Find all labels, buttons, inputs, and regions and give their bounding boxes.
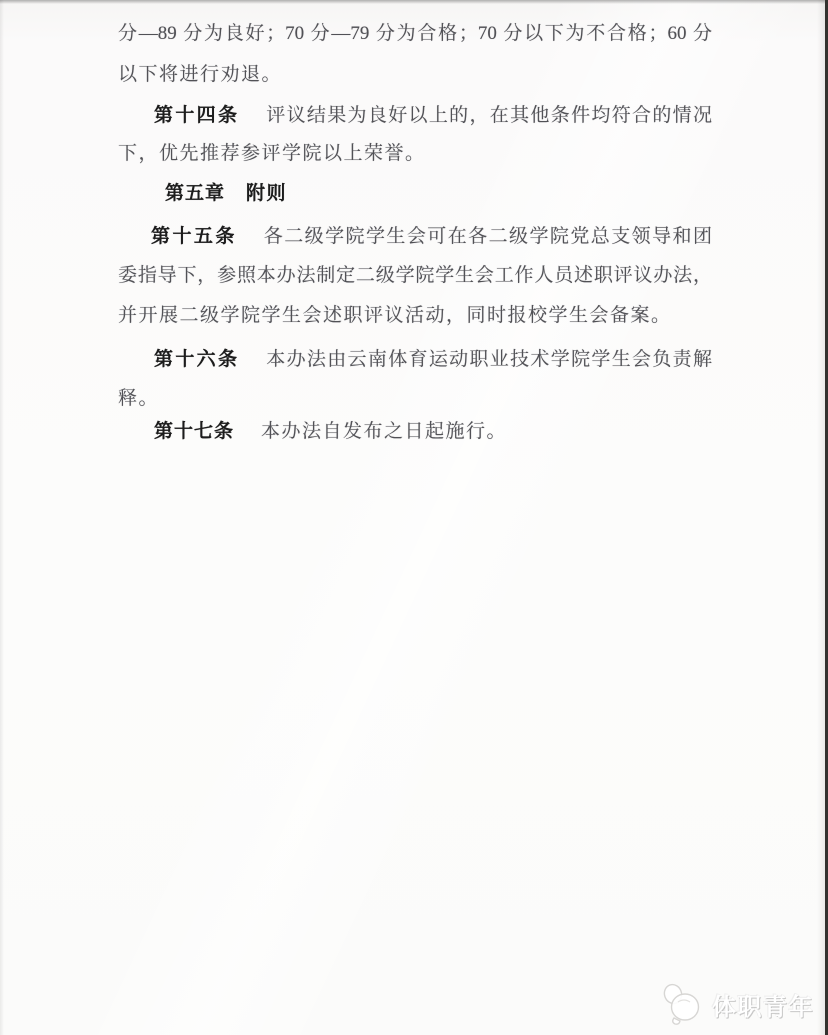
document-line xyxy=(154,346,712,373)
document-line-text: 本办法自发布之日起施行。 xyxy=(261,421,508,442)
document-line-text: 释。 xyxy=(118,388,160,409)
document-line-text: 附则 xyxy=(246,183,288,204)
mascot-logo-icon xyxy=(660,980,706,1028)
document-line-text: 下，优先推荐参评学院以上荣誉。 xyxy=(118,143,426,164)
document-line xyxy=(154,102,712,129)
document-line xyxy=(118,302,672,329)
photo-right-edge-shade xyxy=(817,0,825,1035)
document-line xyxy=(118,140,426,167)
document-line-text: 各二级学院学生会可在各二级学院党总支领导和团 xyxy=(263,226,712,247)
document-line xyxy=(165,180,287,207)
watermark-brand-name: 体职青年 xyxy=(712,993,814,1021)
watermark xyxy=(660,980,814,1028)
document-line-text: 评议结果为良好以上的，在其他条件均符合的情况 xyxy=(266,105,712,126)
document-line xyxy=(118,20,712,47)
document-line xyxy=(118,61,282,88)
photo-left-edge-shade xyxy=(0,0,4,1035)
document-line xyxy=(118,385,159,412)
photo-top-edge-shade xyxy=(0,0,828,4)
document-line-article-number: 第十六条 xyxy=(154,349,240,370)
document-line-article-number: 第十五条 xyxy=(151,226,237,247)
document-line-text: 以下将进行劝退。 xyxy=(118,64,283,85)
document-line-article-number: 第十四条 xyxy=(154,105,240,126)
document-line-article-number: 第十七条 xyxy=(154,421,235,442)
document-line-text: 委指导下，参照本办法制定二级学院学生会工作人员述职评议办法， xyxy=(118,265,712,286)
document-line-text: 本办法由云南体育运动职业技术学院学生会负责解 xyxy=(266,349,712,370)
document-line-text: 并开展二级学院学生会述职评议活动，同时报校学生会备案。 xyxy=(118,305,672,326)
document-line xyxy=(154,418,507,445)
document-line xyxy=(151,223,712,250)
document-line-article-number: 第五章 xyxy=(165,183,226,204)
document-line xyxy=(118,262,712,289)
document-line-text: 分—89 分为良好；70 分—79 分为合格；70 分以下为不合格；60 分 xyxy=(118,23,712,44)
